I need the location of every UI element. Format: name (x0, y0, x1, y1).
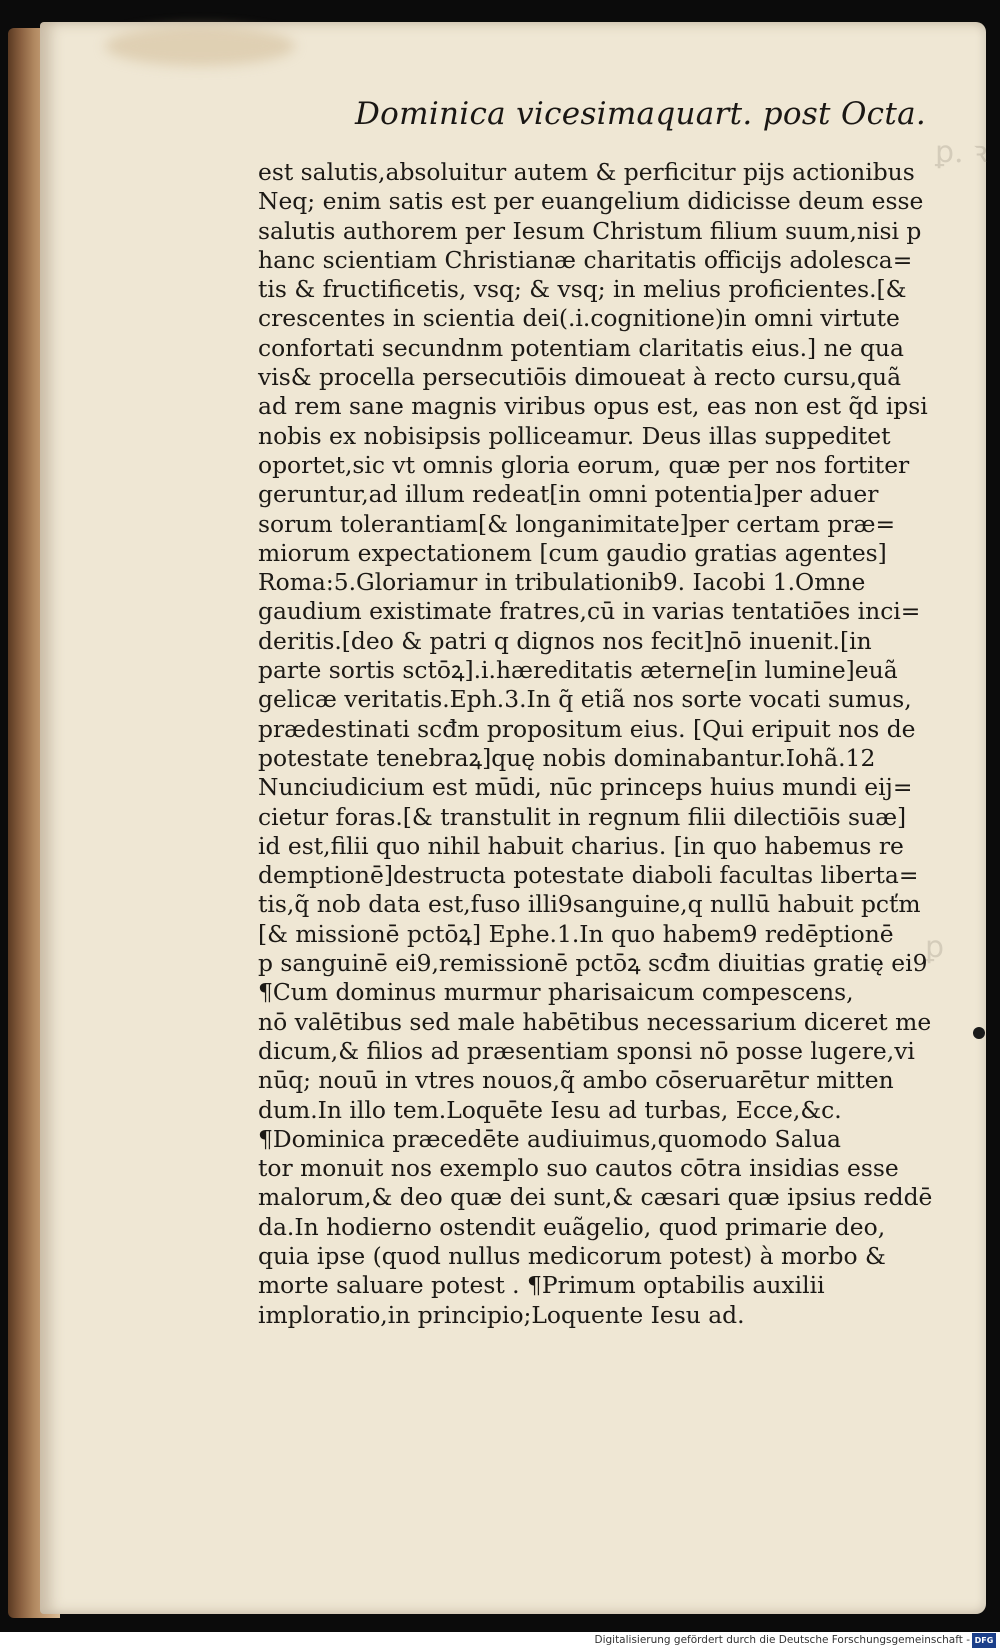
text-line: potestate tenebraꝝ]quę nobis dominabantur.Iohã.12 (258, 743, 876, 772)
paper-stain (105, 26, 295, 66)
text-line: hanc scientiam Christianæ charitatis officijs adolesca= (258, 245, 913, 274)
text-line: nō valētibus sed male habētibus necessarium diceret me (258, 1007, 932, 1036)
text-line: malorum,& deo quæ dei sunt,& cæsari quæ ipsius reddē (258, 1183, 933, 1212)
text-line: Neq; enim satis est per euangelium didicisse deum esse (258, 187, 924, 216)
text-line: parte sortis sctōꝝ].i.hæreditatis æterne[in lumine]euã (258, 656, 898, 685)
text-line: nūq; nouū in vtres nouos,q̃ ambo cōseruarētur mitten (258, 1066, 894, 1095)
text-line: est salutis,absoluitur autem & perficitur pijs actionibus (258, 158, 915, 186)
text-line: ¶Dominica præcedēte audiuimus,quomodo Salua (258, 1124, 842, 1153)
text-line: nobis ex nobisipsis polliceamur. Deus illas suppeditet (258, 421, 891, 450)
text-line: Nunciudicium est mūdi, nūc princeps huius mundi eij= (258, 773, 913, 802)
text-line: tis,q̃ nob data est,fuso illi9sanguine,q nullū habuit pcťm (258, 890, 921, 919)
margin-dot (973, 1027, 985, 1039)
text-line: ¶Cum dominus murmur pharisaicum compescens, (258, 978, 854, 1007)
text-line: da.In hodierno ostendit euãgelio, quod primarie deo, (258, 1212, 886, 1241)
text-line: crescentes in scientia dei(.i.cognitione)in omni virtute (258, 304, 900, 333)
text-line: dicum,& filios ad præsentiam sponsi nō posse lugere,vi (258, 1036, 915, 1065)
running-head: Dominica vicesimaquart. post Octa. (355, 96, 927, 132)
text-line: gelicæ veritatis.Eph.3.In q̃ etiã nos sorte vocati sumus, (258, 685, 912, 714)
show-through-mark-bottom: ꝑ (925, 930, 945, 965)
dfg-logo: DFG (972, 1633, 996, 1648)
text-line: dum.In illo tem.Loquēte Iesu ad turbas, Ecce,&c. (258, 1095, 842, 1124)
text-line: miorum expectationem [cum gaudio gratias agentes] (258, 538, 887, 567)
text-line: gaudium existimate fratres,cū in varias tentatiōes inci= (258, 597, 921, 626)
text-line: id est,filii quo nihil habuit charius. [in quo habemus re (258, 831, 904, 860)
text-line: sorum tolerantiam[& longanimitate]per certam præ= (258, 509, 896, 538)
text-line: imploratio,in principio;Loquente Iesu ad. (258, 1300, 745, 1329)
text-line: prædestinati scđm propositum eius. [Qui eripuit nos de (258, 714, 916, 743)
text-line: oportet,sic vt omnis gloria eorum, quæ per nos fortiter (258, 450, 910, 479)
text-line: demptionē]destructa potestate diaboli facultas liberta= (258, 861, 919, 890)
text-line: cietur foras.[& transtulit in regnum filii dilectiōis suæ] (258, 802, 907, 831)
text-line: ad rem sane magnis viribus opus est, eas non est q̃d ipsi (258, 392, 928, 421)
text-line: quia ipse (quod nullus medicorum potest) à morbo & (258, 1241, 886, 1270)
text-line: Roma:5.Gloriamur in tribulationib9. Iacobi 1.Omne (258, 568, 866, 597)
text-line: deritis.[deo & patri q dignos nos fecit]nō inuenit.[in (258, 626, 872, 655)
text-line: p sanguinē ei9,remissionē pctōꝝ scđm diuitias gratię ei9 (258, 949, 928, 978)
text-line: confortati secundnm potentiam claritatis eius.] ne qua (258, 333, 904, 362)
text-line: tor monuit nos exemplo suo cautos cōtra insidias esse (258, 1154, 899, 1183)
text-line: [& missionē pctōꝝ] Ephe.1.In quo habem9 redēptionē (258, 919, 894, 948)
show-through-mark-top: ꝑ. ꝛ (935, 135, 988, 170)
footer-credit: Digitalisierung gefördert durch die Deutsche Forschungsgemeinschaft - (594, 1634, 970, 1646)
text-line: geruntur,ad illum redeat[in omni potentia]per aduer (258, 480, 879, 509)
text-line: tis & fructificetis, vsq; & vsq; in melius proficientes.[& (258, 275, 907, 304)
text-line: vis& procella persecutiōis dimoueat à recto cursu,quã (258, 363, 902, 392)
text-line: salutis authorem per Iesum Christum filium suum,nisi p (258, 216, 922, 245)
text-line: morte saluare potest . ¶Primum optabilis auxilii (258, 1271, 825, 1300)
body-text (258, 158, 948, 1330)
